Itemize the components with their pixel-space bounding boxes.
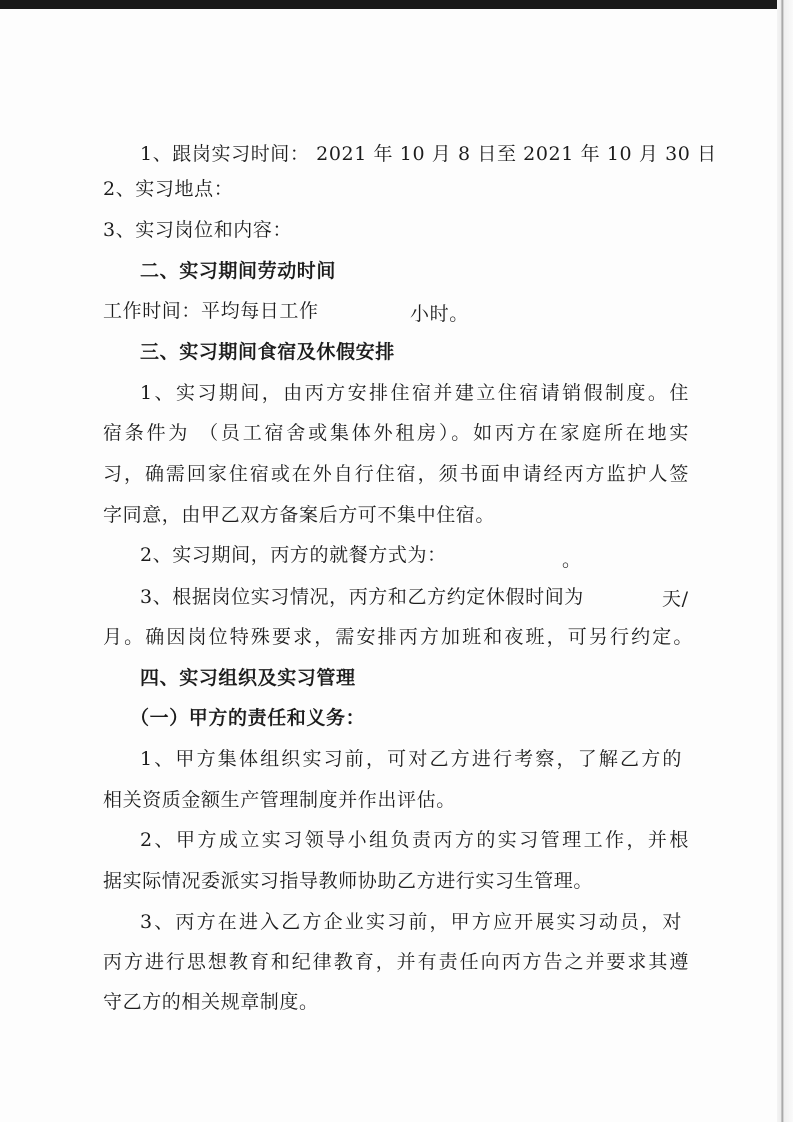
duty1-line2: 相关资质金额生产管理制度并作出评估。 (103, 789, 456, 811)
work-time-label: 工作时间：平均每日工作 (103, 300, 319, 322)
dining-method-line: 2、实习期间，丙方的就餐方式为： (140, 544, 447, 566)
duty2-line1: 2、甲方成立实习领导小组负责丙方的实习管理工作，并根 (140, 829, 689, 851)
vacation-unit: 天/ (662, 588, 689, 610)
work-time-unit: 小时。 (410, 303, 469, 325)
duty3-line2: 丙方进行思想教育和纪律教育，并有责任向丙方告之并要求其遵 (103, 951, 689, 973)
vacation-line1: 3、根据岗位实习情况，丙方和乙方约定休假时间为 (140, 586, 584, 608)
internship-position-line: 3、实习岗位和内容： (103, 219, 293, 241)
party-a-duties-heading: （一）甲方的责任和义务： (130, 707, 366, 729)
scan-right-edge (777, 0, 793, 1122)
dining-method-end: 。 (562, 549, 582, 571)
internship-period-line: 1、跟岗实习时间： 2021 年 10 月 8 日至 2021 年 10 月 30 日 (140, 143, 717, 165)
duty2-line2: 据实际情况委派实习指导教师协助乙方进行实习生管理。 (103, 870, 594, 892)
vacation-line2: 月。确因岗位特殊要求，需安排丙方加班和夜班，可另行约定。 (103, 626, 693, 648)
section2-heading: 二、实习期间劳动时间 (140, 260, 337, 282)
duty3-line3: 守乙方的相关规章制度。 (103, 991, 319, 1013)
duty1-line1: 1、甲方集体组织实习前，可对乙方进行考察，了解乙方的 (140, 748, 682, 770)
section4-heading: 四、实习组织及实习管理 (140, 667, 356, 689)
internship-location-line: 2、实习地点： (103, 178, 234, 200)
lodging-paragraph-line2: 宿条件为 （员工宿舍或集体外租房）。如丙方在家庭所在地实 (103, 422, 689, 444)
scan-top-border (0, 0, 793, 9)
duty3-line1: 3、丙方在进入乙方企业实习前，甲方应开展实习动员，对 (140, 911, 682, 933)
lodging-paragraph-line4: 字同意，由甲乙双方备案后方可不集中住宿。 (103, 504, 496, 526)
lodging-paragraph-line3: 习，确需回家住宿或在外自行住宿，须书面申请经丙方监护人签 (103, 463, 689, 485)
section3-heading: 三、实习期间食宿及休假安排 (140, 341, 395, 363)
lodging-paragraph-line1: 1、实习期间，由丙方安排住宿并建立住宿请销假制度。住 (140, 382, 689, 404)
